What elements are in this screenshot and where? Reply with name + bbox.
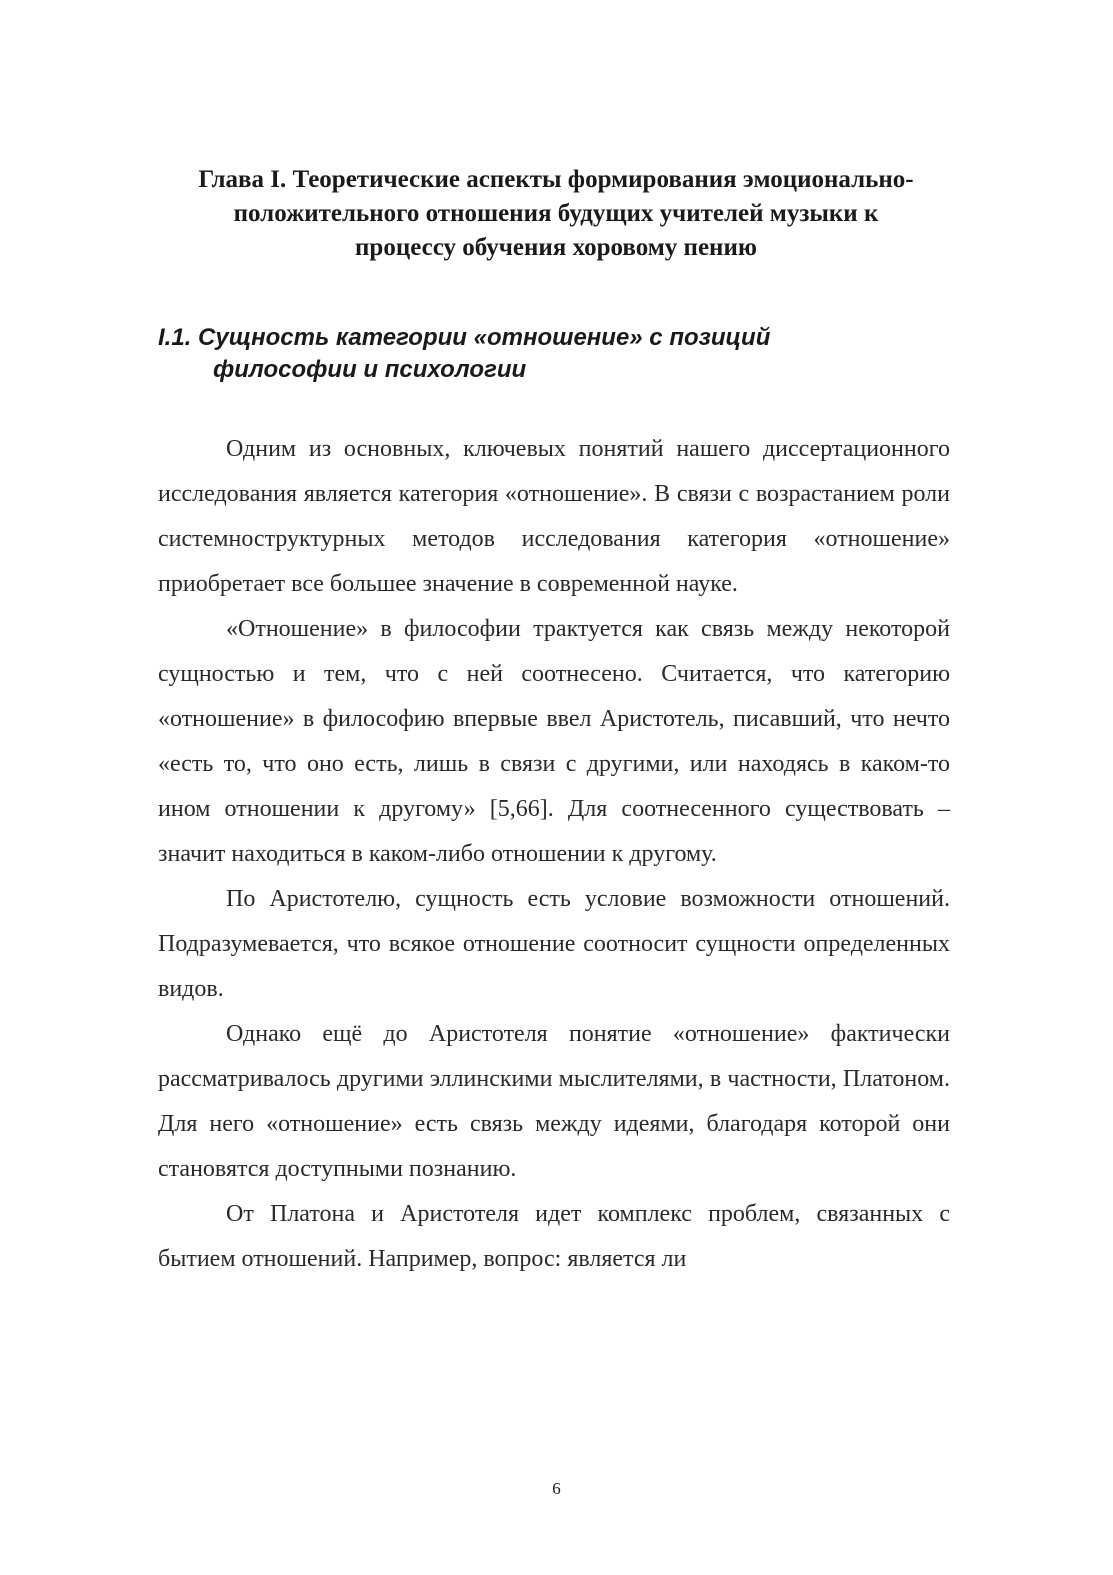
chapter-title-line: Глава I. Теоретические аспекты формирования эмоционально- bbox=[198, 166, 914, 193]
paragraph: От Платона и Аристотеля идет комплекс проблем, связанных с бытием отношений. Например, вопрос: является ли bbox=[158, 1201, 950, 1272]
section-title-line: I.1. Сущность категории «отношение» с позиций bbox=[158, 324, 771, 351]
paragraph: Одним из основных, ключевых понятий нашего диссертационного исследования является категория «отношение». В связи с возрастанием роли системноструктурных методов исследования категория «отношение» приобретает все большее значение в современной науке. bbox=[158, 436, 950, 597]
page-number: 6 bbox=[552, 1479, 561, 1498]
section-title bbox=[158, 322, 958, 386]
paragraph: «Отношение» в философии трактуется как связь между некоторой сущностью и тем, что с ней соотнесено. Считается, что категорию «отношение» в философию впервые ввел Аристотель, писавший, что нечто «есть то, что оно есть, лишь в связи с другими, или находясь в каком-то ином отношении к другому» [5,66]. Для соотнесенного существовать – значит находиться в каком-либо отношении к другому. bbox=[158, 616, 950, 867]
section-title-line: философии и психологии bbox=[213, 356, 527, 383]
chapter-title bbox=[150, 163, 962, 265]
paragraph: Однако ещё до Аристотеля понятие «отношение» фактически рассматривалось другими эллинскими мыслителями, в частности, Платоном. Для него «отношение» есть связь между идеями, благодаря которой они становятся доступными познанию. bbox=[158, 1021, 950, 1182]
chapter-title-line: процессу обучения хоровому пению bbox=[355, 234, 757, 261]
chapter-title-line: положительного отношения будущих учителей музыки к bbox=[233, 200, 879, 227]
paragraph: По Аристотелю, сущность есть условие возможности отношений. Подразумевается, что всякое отношение соотносит сущности определенных видов. bbox=[158, 886, 950, 1002]
body-text bbox=[158, 427, 950, 1282]
